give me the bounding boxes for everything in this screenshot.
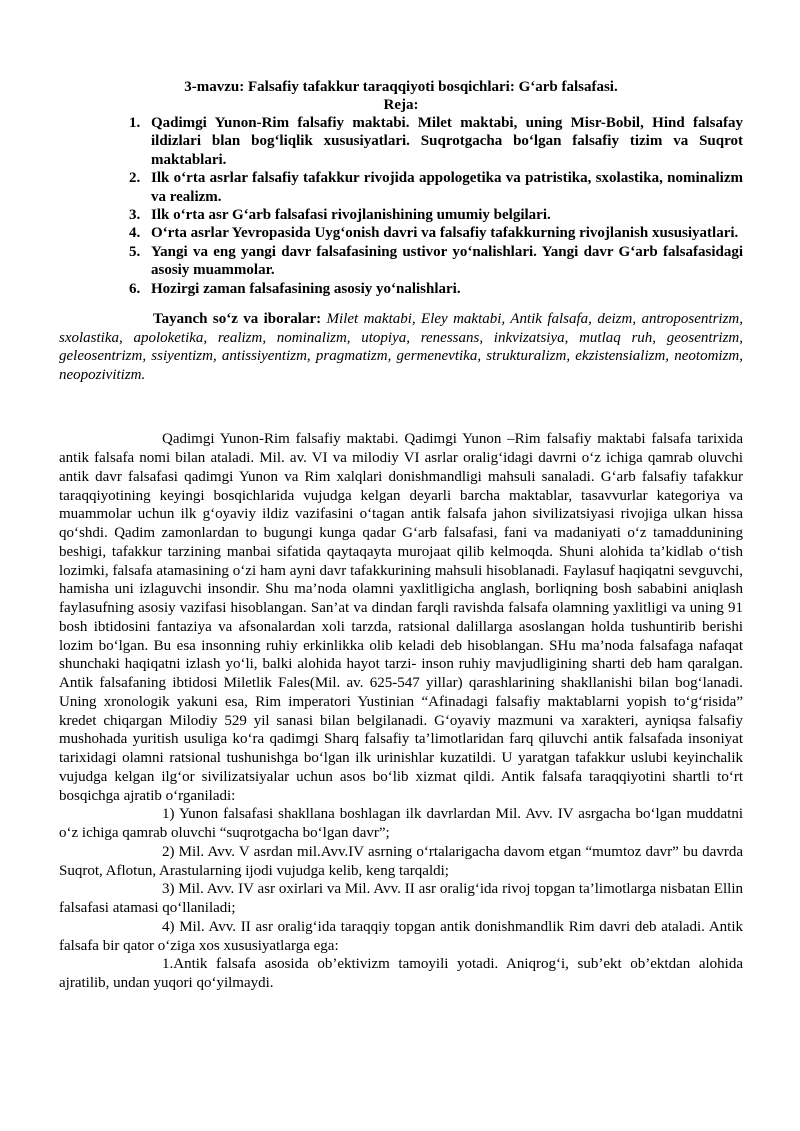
plan-list [59, 114, 743, 298]
keywords-paragraph [59, 310, 743, 384]
keywords-label: Tayanch so‘z va iboralar: [153, 311, 322, 328]
plan-item [129, 169, 743, 206]
plan-item-text: Yangi va eng yangi davr falsafasining ustivor yo‘nalishlari. Yangi davr G‘arb falsafasidagi asosiy muammolar. [151, 243, 743, 279]
plan-item-text: Ilk o‘rta asrlar falsafiy tafakkur rivojida appologetika va patristika, sxolastika, nominalizm va realizm. [151, 170, 743, 205]
plan-item-number: 5. [129, 243, 141, 260]
plan-item-number: 4. [129, 225, 141, 242]
body-paragraph: 4) Mil. Avv. II asr oralig‘ida taraqqiy topgan antik donishmandlik Rim davri deb ataladi. Antik falsafa bir qator o‘ziga xos xususiyatlarga ega: [59, 918, 743, 954]
keywords-list: Milet maktabi, Eley maktabi, Antik falsafa, deizm, antroposentrizm, sxolastika, apoloketika, realizm, nominalizm, utopiya, renessans, inkvizatsiya, mutlaq ruh, geosentrizm, geleosentrizm, ssiyentizm, antissiyentizm, pragmatizm, germenevtika, strukturalizm, ekzistensializm, neotomizm, neopozivitizm. [59, 311, 743, 383]
plan-item-text: Ilk o‘rta asr G‘arb falsafasi rivojlanishining umumiy belgilari. [151, 207, 551, 224]
plan-item-number: 1. [129, 115, 141, 131]
document-title: 3-mavzu: Falsafiy tafakkur taraqqiyoti bosqichlari: G‘arb falsafasi. [184, 79, 618, 95]
body-paragraph: Qadimgi Yunon-Rim falsafiy maktabi. Qadimgi Yunon –Rim falsafiy maktabi falsafa tarixida antik falsafa nomi bilan ataladi. Mil. av. VI va milodiy VI asrlar oralig‘idagi davrni o‘z ichiga qamrab oluvchi antik davr falsafasi qadimgi Yunon va Rim xalqlari donishmandligi mahsuli sanaladi. G‘arb falsafiy tafakkur taraqqiyotining keyingi bosqichlarida vujudga kelgan deyarli barcha maktablar, tasavvurlar kategoriya va muammolar uchun ilk g‘oyaviy ildiz vazifasini o‘tagan antik falsafa jahon sivilizatsiyasi rivojiga ulkan hissa qo‘shdi. Qadim zamonlardan to bugungi kunga qadar G‘arb falsafasi, fani va madaniyati o‘z tamaddunining beshigi, tafakkur tarzining manbai sifatida qaytaqayta murojaat qilib kelmoqda. Shuni alohida ta’kidlab o‘tish lozimki, falsafa atamasining o‘zi ham ayni davr tafakkurining mahsuli hisoblanadi. Faylasuf haqiqatni sevguvchi, hamisha uni izlaguvchi insondir. Shu ma’noda olamni yaxlitligicha anglash, borliqning bosh sababini aniqlash faylasufning asosiy vazifasi hisoblangan. San’at va dindan farqli ravishda falsafa olamning yaxlitligi va uning 91 bosh ibtidosini fantaziya va afsonalardan xoli tarzda, ratsional dalillarga asoslangan holda tushuntirib berishi lozim bo‘lgan. Bu esa insonning ruhiy erkinlikka olib keladi deb hisoblangan. SHu ma’noda falsafaga nafaqat shunchaki haqiqatni izlash yo‘li, balki alohida hayot tarzi- inson ruhiy mavjudligining sharti deb ham qaralgan. Antik falsafaning ibtidosi Miletlik Fales(Mil. av. 625-547 yillar) qarashlarining shakllanishi bilan bog‘lanadi. Uning xronologik yakuni esa, Rim imperatori Yustinian “Afinadagi falsafiy maktablarni yopish to‘g‘risida” kredet chiqargan Milodiy 529 yil sanasi bilan belgilanadi. G‘oyaviy mazmuni va xarakteri, ayniqsa falsafiy mushohada yuritish usuliga ko‘ra qadimgi Sharq falsafiy ta’limotlaridan farq qiluvchi antik falsafada insoniyat tarixidagi olamni ratsional tushunishga bo‘lgan ilk urinishlar kuzatildi. U yaratgan tafakkur uslubi keyinchalik vujudga kelgan ilg‘or sivilizatsiyalar uchun asos bo‘lib xizmat qildi. Antik falsafa taraqqiyotini shartli to‘rt bosqichga ajratib o‘rganiladi: [59, 431, 743, 804]
body-text [59, 430, 743, 993]
plan-item-text: O‘rta asrlar Yevropasida Uyg‘onish davri va falsafiy tafakkurning rivojlanish xususiyatlari. [151, 225, 739, 242]
body-paragraph: 1.Antik falsafa asosida ob’ektivizm tamoyili yotadi. Aniqrog‘i, sub’ekt ob’ektdan alohida ajratilib, undan yuqori qo‘yilmaydi. [59, 956, 743, 992]
body-paragraph: 3) Mil. Avv. IV asr oxirlari va Mil. Avv. II asr oralig‘ida rivoj topgan ta’limotlarga nisbatan Ellin falsafasi atamasi qo‘llaniladi; [59, 881, 743, 917]
plan-item [129, 280, 743, 298]
plan-item-number: 3. [129, 207, 141, 224]
plan-item-text: Hozirgi zaman falsafasining asosiy yo‘nalishlari. [151, 280, 461, 297]
plan-item [129, 206, 743, 224]
body-paragraph: 2) Mil. Avv. V asrdan mil.Avv.IV asrning o‘rtalarigacha davom etgan “mumtoz davr” bu davrda Suqrot, Aflotun, Arastularning ijodi vujudga kelib, keng tarqaldi; [59, 843, 743, 879]
plan-item-number: 2. [129, 170, 141, 187]
plan-item [129, 114, 743, 169]
plan-item-number: 6. [129, 280, 141, 297]
plan-item [129, 224, 743, 242]
plan-item [129, 243, 743, 280]
plan-heading: Reja: [383, 97, 419, 113]
plan-item-text: Qadimgi Yunon-Rim falsafiy maktabi. Milet maktabi, uning Misr-Bobil, Hind falsafay ildizlari blan bog‘liqlik xususiyatlari. Suqrotgacha bo‘lgan falsafiy tizim va Suqrot maktablari. [151, 115, 743, 168]
body-paragraph: 1) Yunon falsafasi shakllana boshlagan ilk davrlardan Mil. Avv. IV asrgacha bo‘lgan muddatni o‘z ichiga qamrab oluvchi “suqrotgacha bo‘lgan davr”; [59, 806, 743, 842]
